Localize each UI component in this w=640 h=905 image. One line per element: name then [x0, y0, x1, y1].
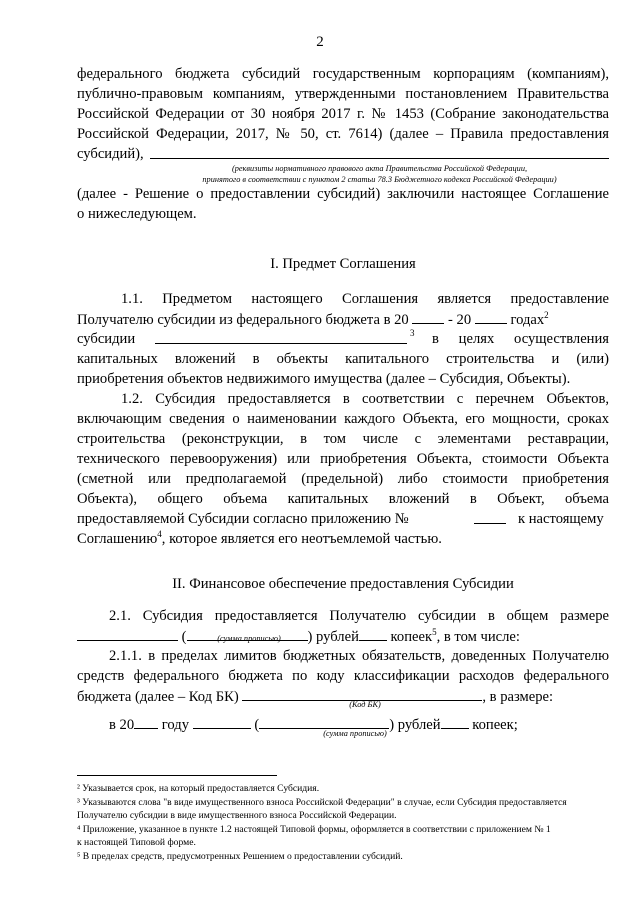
year-prefix: в 20: [109, 717, 135, 733]
p12-line-8-text-b: , которое является его неотъемлемой частью.: [161, 531, 442, 547]
p12-line-2: включающим сведения о наименовании каждого Объекта, его мощности, сроках: [77, 411, 609, 427]
p12-line-4: технического перевооружения) или приобретения Объекта, стоимости Объекта: [77, 451, 609, 467]
p12-line-6: Объекта), общего объема капитальных вложений в Объект, объема: [77, 491, 609, 507]
p12-line-7-text-a: предоставляемой Субсидии согласно приложению №: [77, 511, 409, 527]
footnote-2: ² Указывается срок, на который предоставляется Субсидия.: [77, 783, 320, 794]
intro-line-1: федерального бюджета субсидий государственным корпорациям (компаниям),: [77, 66, 609, 82]
footnote-3-line-1: ³ Указываются слова "в виде имущественного взноса Российской Федерации" в случае, если Субсидия предоставляется: [77, 797, 567, 808]
footnote-separator: [77, 775, 277, 776]
footnote-5: ⁵ В пределах средств, предусмотренных Решением о предоставлении субсидий.: [77, 851, 403, 862]
p12-line-7-text-b: к настоящему: [518, 511, 604, 527]
intro-line-5-text: субсидий),: [77, 146, 144, 162]
rubles-2: ) рублей: [389, 717, 441, 733]
year-blank: [134, 714, 158, 729]
footnote-4-line-2: к настоящей Типовой форме.: [77, 837, 196, 848]
footnote-ref-5: 5: [432, 627, 437, 638]
amount-words-note-2: (сумма прописью): [323, 729, 387, 738]
year-start-blank: [412, 309, 444, 324]
p211-line-3-text-a: бюджета (далее – Код БК): [77, 689, 239, 705]
section-2-heading: II. Финансовое обеспечение предоставления Субсидии: [172, 576, 514, 592]
footnote-ref-3: 3: [410, 328, 415, 338]
subsidy-form-blank: [155, 343, 407, 344]
p12-line-5: (сметной или предполагаемой (предельной) либо стоимости приобретения: [77, 471, 609, 487]
p21-line-2-open-paren: (: [181, 629, 187, 645]
year-end-blank: [475, 309, 507, 324]
footnote-4-line-1: ⁴ Приложение, указанное в пункте 1.2 настоящей Типовой формы, оформляется в соответствии с приложением № 1: [77, 824, 551, 835]
year-amount-words-blank: [259, 714, 389, 729]
requisites-blank: [150, 158, 609, 159]
p211-line-3-text-b: , в размере:: [482, 689, 554, 705]
page-number: 2: [316, 34, 324, 50]
year-amount-blank: [193, 714, 251, 729]
footnote-3-line-2: Получателю субсидии в виде имущественного взноса Российской Федерации.: [77, 810, 397, 821]
p12-line-8-text-a: Соглашению: [77, 531, 158, 547]
annex-number-blank: [474, 523, 506, 524]
p11-line-2-text-b: - 20: [448, 312, 472, 328]
intro-line-7: о нижеследующем.: [77, 206, 197, 222]
p11-line-3-text-b: в целях осуществления: [432, 331, 609, 347]
intro-line-6: (далее - Решение о предоставлении субсидий) заключили настоящее Соглашение: [77, 186, 609, 202]
p11-line-2: [77, 309, 609, 331]
p211-line-2: средств федерального бюджета по коду классификации расходов федерального: [77, 668, 609, 684]
requisites-note-1: (реквизиты нормативного правового акта Правительства Российской Федерации,: [231, 164, 528, 173]
p11-line-3-text-a: субсидии: [77, 331, 136, 347]
kopecks-blank: [359, 626, 387, 641]
open-paren-2: (: [254, 717, 260, 733]
kopecks-blank-2: [441, 714, 469, 729]
p12-line-1: 1.2. Субсидия предоставляется в соответствии с перечнем Объектов,: [121, 391, 609, 407]
intro-line-2: публично-правовым компаниям, утвержденными постановлением Правительства: [77, 86, 609, 102]
requisites-note-2: принятого в соответствии с пунктом 2 статьи 78.3 Бюджетного кодекса Российской Федерации): [202, 175, 557, 184]
year-word: году: [161, 717, 190, 733]
p21-line-2-kopecks: копеек: [390, 629, 433, 645]
p211-line-1: 2.1.1. в пределах лимитов бюджетных обязательств, доведенных Получателю: [109, 648, 609, 664]
p11-line-4: капитальных вложений в объекты капитального строительства и (или): [77, 351, 609, 367]
total-amount-blank: [77, 626, 178, 641]
amount-words-note-1: (сумма прописью): [217, 634, 281, 643]
intro-line-3: Российской Федерации от 30 ноября 2017 г. № 1453 (Собрание законодательства: [77, 106, 609, 122]
p11-line-1: 1.1. Предметом настоящего Соглашения является предоставление: [121, 291, 609, 307]
footnote-ref-4: 4: [157, 529, 162, 540]
kopecks-2: копеек;: [472, 717, 518, 733]
p21-line-2-rubles: ) рублей: [307, 629, 359, 645]
p11-line-5: приобретения объектов недвижимого имущества (далее – Субсидия, Объекты).: [77, 371, 571, 387]
intro-line-5: [77, 144, 609, 165]
p12-line-3: строительства (реконструкции, в том числе с элементами реставрации,: [77, 431, 609, 447]
p21-line-2: [77, 626, 609, 648]
kbk-note: (Код БК): [349, 700, 381, 709]
p11-line-2-text-c: годах: [510, 312, 545, 328]
section-1-heading: I. Предмет Соглашения: [270, 256, 416, 272]
p11-line-2-text-a: Получателю субсидии из федерального бюджета в 20: [77, 312, 409, 328]
p12-line-8: [77, 529, 609, 550]
footnote-ref-2: 2: [544, 310, 549, 321]
p21-line-2-incl: , в том числе:: [436, 629, 520, 645]
intro-line-4: Российской Федерации, 2017, № 50, ст. 7614) (далее – Правила предоставления: [77, 126, 609, 142]
p21-line-1: 2.1. Субсидия предоставляется Получателю субсидии в общем размере: [109, 608, 609, 624]
